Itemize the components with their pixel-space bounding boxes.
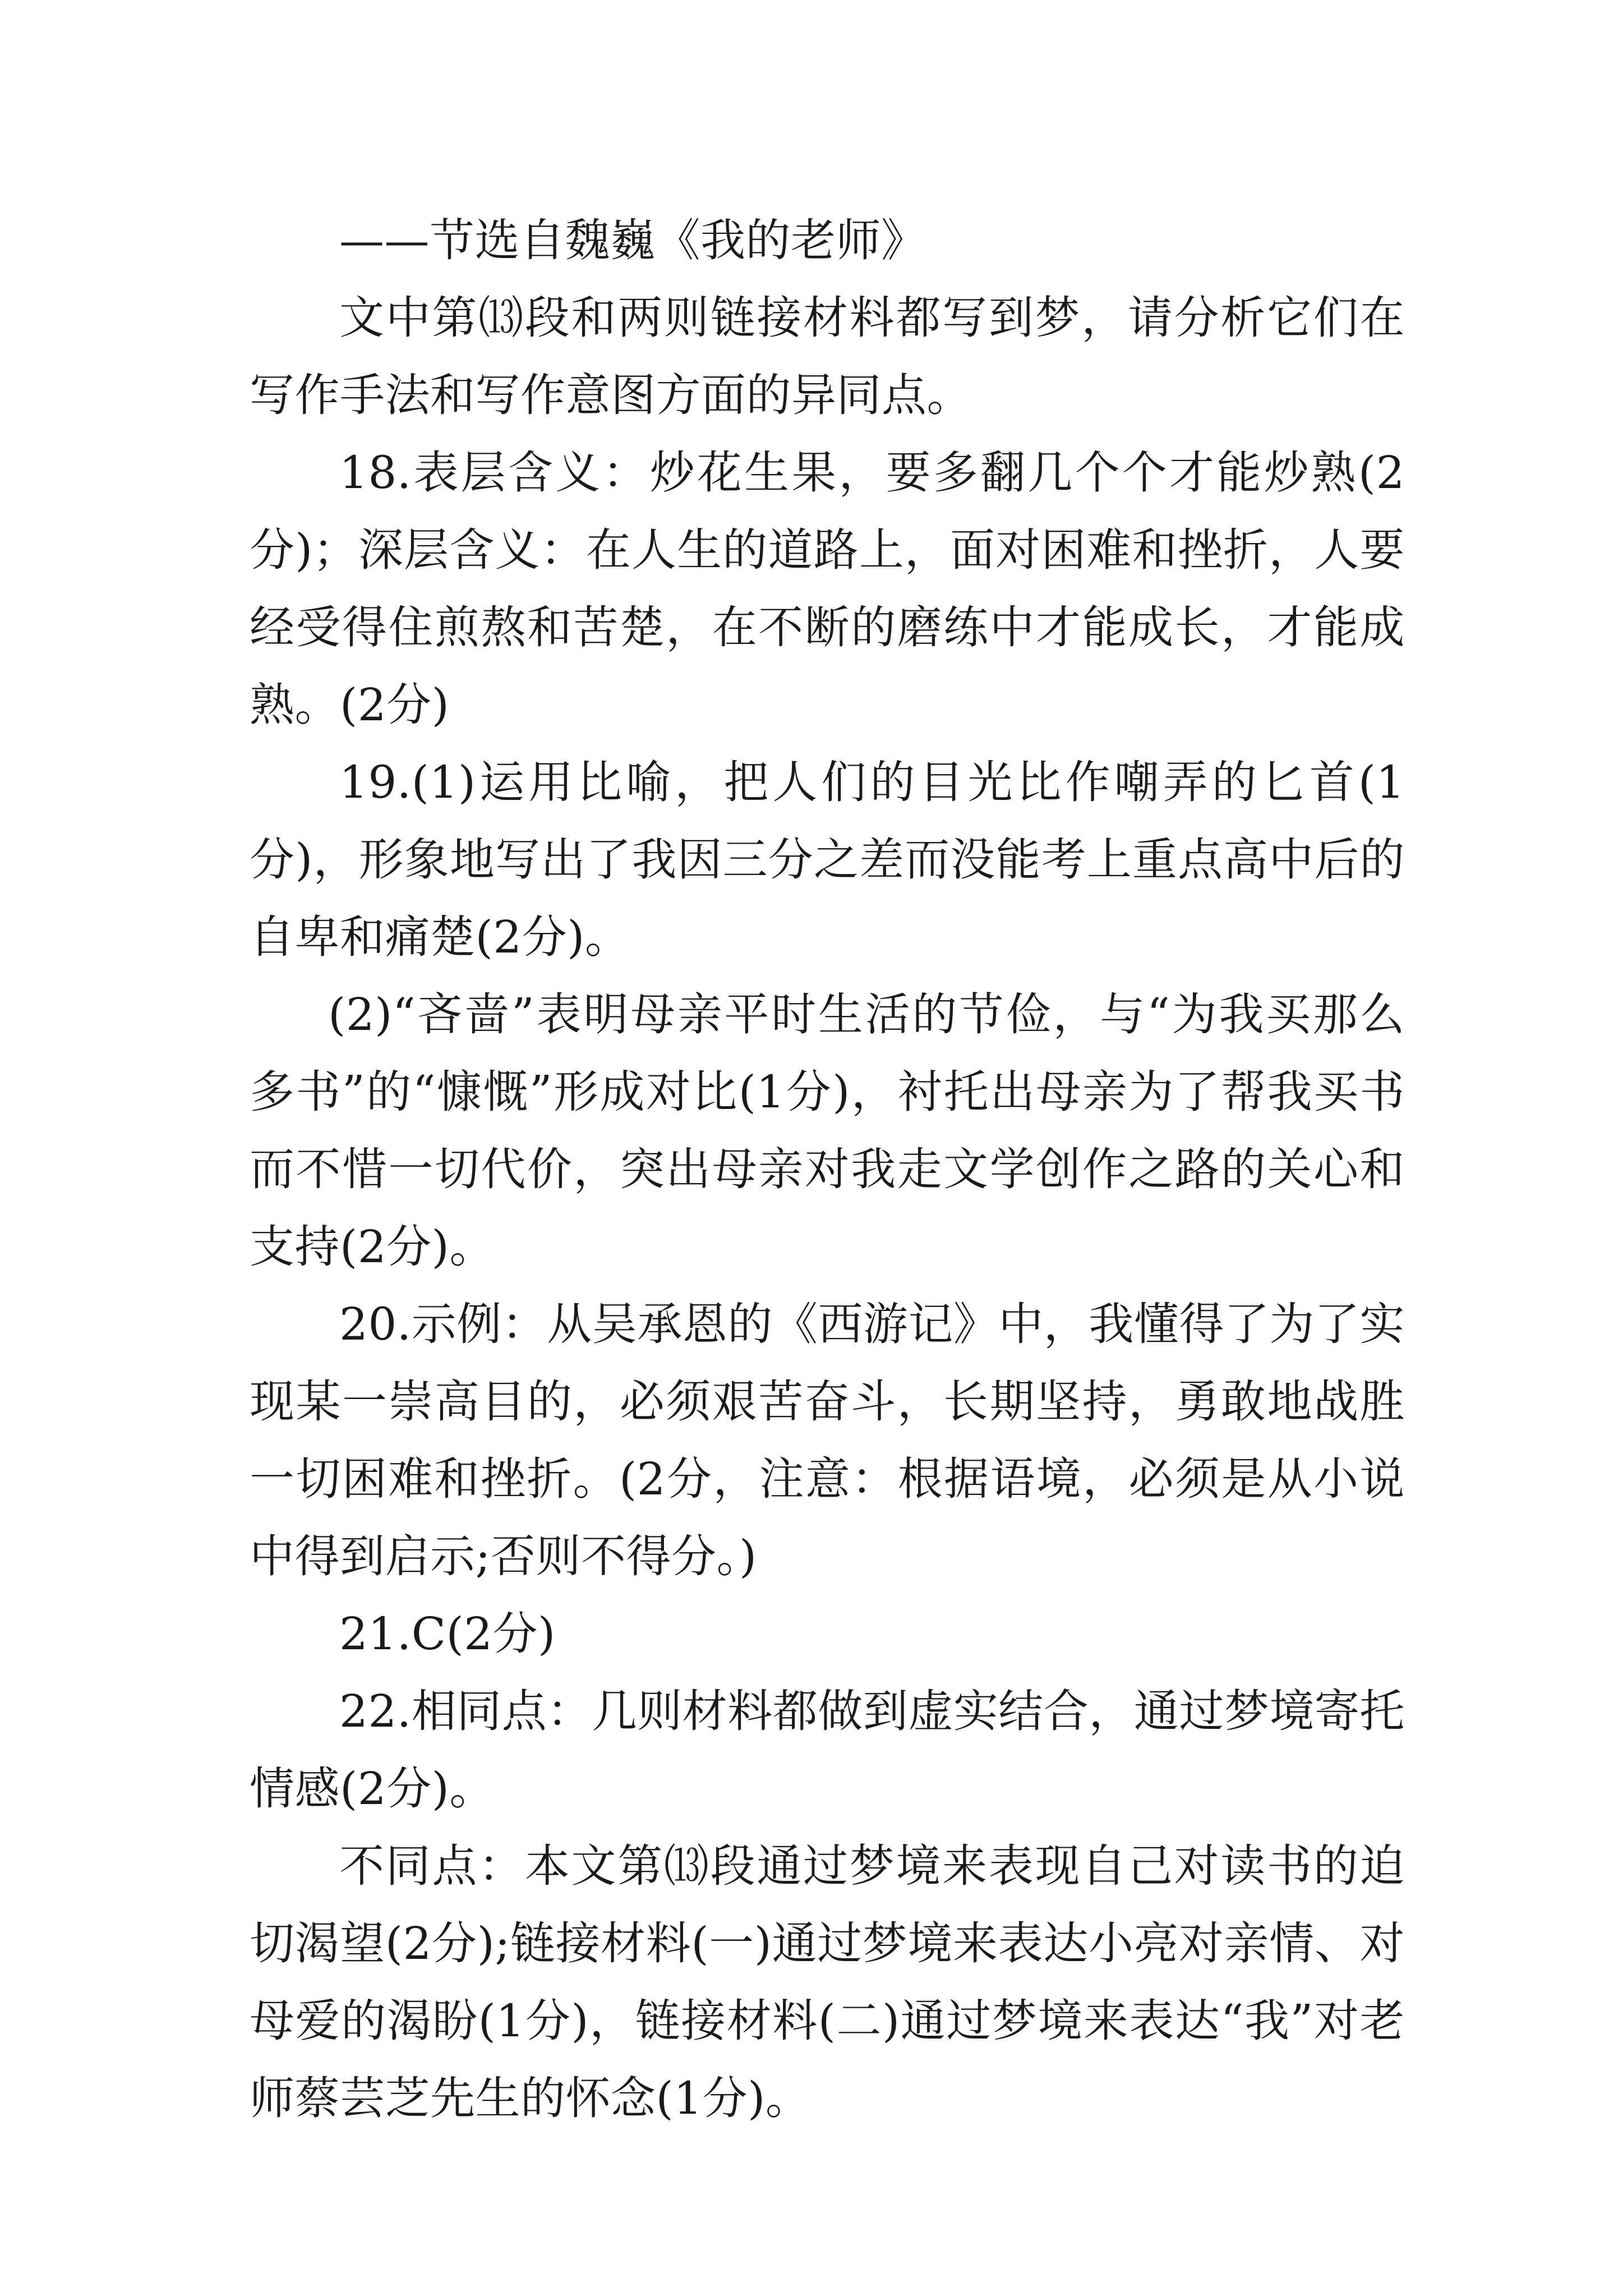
answer-20: 20.示例：从吴承恩的《西游记》中，我懂得了为了实现某一崇高目的，必须艰苦奋斗，长期坚持，勇敢地战胜一切困难和挫折。(2分，注意：根据语境，必须是从小说中得到启示;否则不得分。): [250, 1298, 1405, 1582]
answer-19-1: 19.(1)运用比喻，把人们的目光比作嘲弄的匕首(1分)，形象地写出了我因三分之差而没能考上重点高中后的自卑和痛楚(2分)。: [250, 756, 1405, 963]
source-line: ——节选自魏巍《我的老师》: [339, 214, 926, 266]
answer-21: 21.C(2分): [339, 1608, 556, 1660]
question-prompt: 文中第⒀段和两则链接材料都写到梦，请分析它们在写作手法和写作意图方面的异同点。: [250, 292, 1405, 421]
document-body: [250, 202, 1405, 2137]
answer-22-diff: 不同点：本文第⒀段通过梦境来表现自己对读书的迫切渴望(2分);链接材料(一)通过梦境来表达小亮对亲情、对母爱的渴盼(1分)，链接材料(二)通过梦境来表达“我”对老师蔡芸芝先生的怀念(1分)。: [250, 1840, 1405, 2124]
answer-22-same: 22.相同点：几则材料都做到虚实结合，通过梦境寄托情感(2分)。: [250, 1685, 1405, 1815]
answer-19-2: (2)“吝啬”表明母亲平时生活的节俭，与“为我买那么多书”的“慷慨”形成对比(1分)，衬托出母亲为了帮我买书而不惜一切代价，突出母亲对我走文学创作之路的关心和支持(2分)。: [250, 988, 1405, 1273]
answer-18: 18.表层含义：炒花生果，要多翻几个个才能炒熟(2分)；深层含义：在人生的道路上，面对困难和挫折，人要经受得住煎熬和苦楚，在不断的磨练中才能成长，才能成熟。(2分): [250, 447, 1405, 731]
